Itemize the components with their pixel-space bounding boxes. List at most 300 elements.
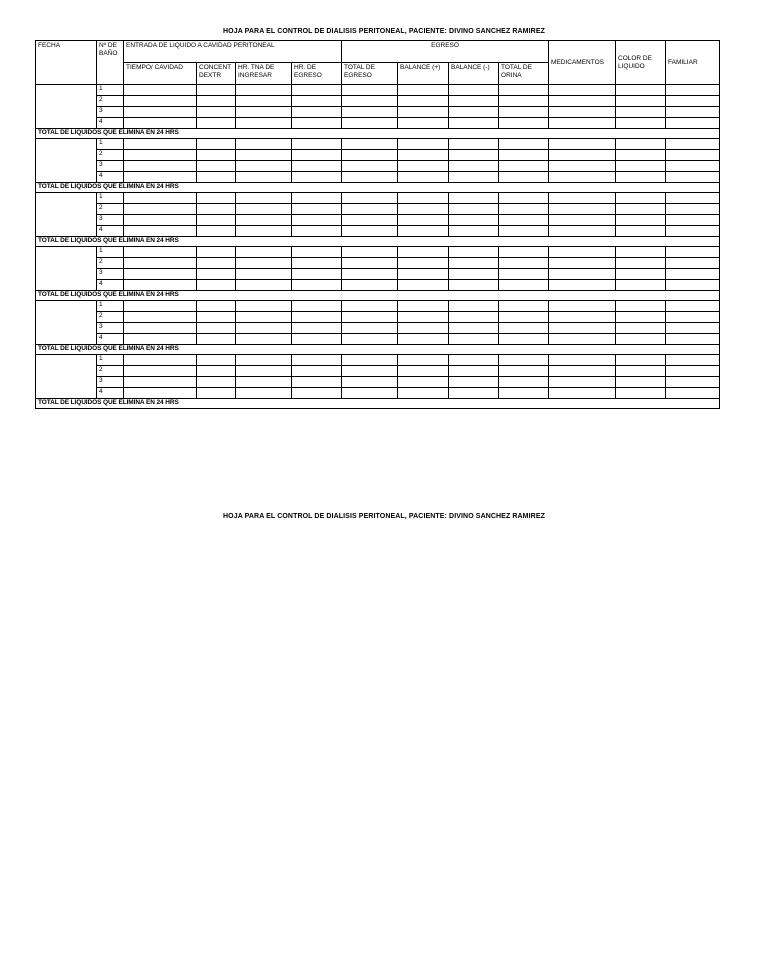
entry-cell[interactable] bbox=[236, 334, 292, 345]
entry-cell[interactable] bbox=[292, 150, 342, 161]
entry-cell[interactable] bbox=[499, 323, 549, 334]
entry-cell[interactable] bbox=[666, 377, 720, 388]
bath-number: 1 bbox=[97, 247, 124, 258]
entry-cell[interactable] bbox=[197, 312, 236, 323]
entry-cell[interactable] bbox=[499, 355, 549, 366]
entry-cell[interactable] bbox=[342, 355, 398, 366]
entry-cell[interactable] bbox=[449, 269, 499, 280]
entry-cell[interactable] bbox=[666, 204, 720, 215]
entry-cell[interactable] bbox=[292, 258, 342, 269]
entry-cell[interactable] bbox=[342, 226, 398, 237]
bath-number: 2 bbox=[97, 150, 124, 161]
entry-cell[interactable] bbox=[499, 247, 549, 258]
bath-number: 2 bbox=[97, 96, 124, 107]
bath-number: 4 bbox=[97, 226, 124, 237]
bath-number: 1 bbox=[97, 139, 124, 150]
entry-cell[interactable] bbox=[499, 150, 549, 161]
entry-cell[interactable] bbox=[292, 172, 342, 183]
entry-cell[interactable] bbox=[666, 139, 720, 150]
entry-cell[interactable] bbox=[236, 96, 292, 107]
entry-cell[interactable] bbox=[124, 280, 197, 291]
fecha-cell[interactable] bbox=[36, 247, 97, 291]
total-row bbox=[36, 129, 720, 139]
entry-cell[interactable] bbox=[342, 258, 398, 269]
entry-cell[interactable] bbox=[666, 258, 720, 269]
entry-cell[interactable] bbox=[616, 323, 666, 334]
entry-cell[interactable] bbox=[616, 355, 666, 366]
entry-cell[interactable] bbox=[197, 193, 236, 204]
entry-cell[interactable] bbox=[616, 258, 666, 269]
entry-cell[interactable] bbox=[124, 172, 197, 183]
entry-cell[interactable] bbox=[398, 366, 449, 377]
entry-cell[interactable] bbox=[549, 377, 616, 388]
entry-cell[interactable] bbox=[236, 366, 292, 377]
header-total-orina: TOTAL DE ORINA bbox=[499, 63, 549, 85]
entry-cell[interactable] bbox=[342, 150, 398, 161]
entry-cell[interactable] bbox=[398, 150, 449, 161]
entry-cell[interactable] bbox=[292, 280, 342, 291]
entry-cell[interactable] bbox=[449, 107, 499, 118]
entry-cell[interactable] bbox=[449, 301, 499, 312]
entry-cell[interactable] bbox=[499, 312, 549, 323]
entry-cell[interactable] bbox=[499, 85, 549, 96]
entry-cell[interactable] bbox=[197, 377, 236, 388]
entry-cell[interactable] bbox=[616, 85, 666, 96]
entry-cell[interactable] bbox=[549, 355, 616, 366]
entry-cell[interactable] bbox=[449, 193, 499, 204]
entry-cell[interactable] bbox=[124, 269, 197, 280]
entry-cell[interactable] bbox=[616, 377, 666, 388]
entry-cell[interactable] bbox=[292, 215, 342, 226]
entry-cell[interactable] bbox=[449, 150, 499, 161]
table-row bbox=[36, 280, 720, 291]
entry-cell[interactable] bbox=[449, 96, 499, 107]
entry-cell[interactable] bbox=[124, 193, 197, 204]
entry-cell[interactable] bbox=[236, 161, 292, 172]
entry-cell[interactable] bbox=[499, 377, 549, 388]
entry-cell[interactable] bbox=[616, 118, 666, 129]
entry-cell[interactable] bbox=[197, 269, 236, 280]
entry-cell[interactable] bbox=[398, 247, 449, 258]
entry-cell[interactable] bbox=[666, 172, 720, 183]
entry-cell[interactable] bbox=[236, 323, 292, 334]
fecha-cell[interactable] bbox=[36, 193, 97, 237]
entry-cell[interactable] bbox=[197, 139, 236, 150]
entry-cell[interactable] bbox=[398, 193, 449, 204]
entry-cell[interactable] bbox=[449, 377, 499, 388]
entry-cell[interactable] bbox=[549, 193, 616, 204]
entry-cell[interactable] bbox=[124, 204, 197, 215]
entry-cell[interactable] bbox=[666, 118, 720, 129]
entry-cell[interactable] bbox=[499, 258, 549, 269]
entry-cell[interactable] bbox=[342, 366, 398, 377]
entry-cell[interactable] bbox=[549, 334, 616, 345]
entry-cell[interactable] bbox=[342, 334, 398, 345]
entry-cell[interactable] bbox=[398, 280, 449, 291]
entry-cell[interactable] bbox=[236, 150, 292, 161]
entry-cell[interactable] bbox=[292, 301, 342, 312]
entry-cell[interactable] bbox=[197, 215, 236, 226]
entry-cell[interactable] bbox=[549, 107, 616, 118]
entry-cell[interactable] bbox=[499, 366, 549, 377]
entry-cell[interactable] bbox=[499, 193, 549, 204]
entry-cell[interactable] bbox=[292, 118, 342, 129]
entry-cell[interactable] bbox=[197, 355, 236, 366]
entry-cell[interactable] bbox=[616, 312, 666, 323]
entry-cell[interactable] bbox=[499, 301, 549, 312]
entry-cell[interactable] bbox=[124, 247, 197, 258]
entry-cell[interactable] bbox=[197, 85, 236, 96]
entry-cell[interactable] bbox=[342, 269, 398, 280]
entry-cell[interactable] bbox=[292, 204, 342, 215]
entry-cell[interactable] bbox=[197, 247, 236, 258]
entry-cell[interactable] bbox=[292, 107, 342, 118]
entry-cell[interactable] bbox=[124, 388, 197, 399]
entry-cell[interactable] bbox=[616, 388, 666, 399]
entry-cell[interactable] bbox=[398, 258, 449, 269]
entry-cell[interactable] bbox=[549, 118, 616, 129]
header-fecha: FECHA bbox=[36, 41, 97, 85]
entry-cell[interactable] bbox=[292, 85, 342, 96]
entry-cell[interactable] bbox=[236, 139, 292, 150]
entry-cell[interactable] bbox=[666, 301, 720, 312]
entry-cell[interactable] bbox=[499, 269, 549, 280]
entry-cell[interactable] bbox=[549, 85, 616, 96]
entry-cell[interactable] bbox=[124, 355, 197, 366]
entry-cell[interactable] bbox=[549, 161, 616, 172]
entry-cell[interactable] bbox=[197, 388, 236, 399]
entry-cell[interactable] bbox=[236, 172, 292, 183]
entry-cell[interactable] bbox=[342, 301, 398, 312]
entry-cell[interactable] bbox=[499, 161, 549, 172]
entry-cell[interactable] bbox=[398, 204, 449, 215]
entry-cell[interactable] bbox=[197, 323, 236, 334]
bath-number: 2 bbox=[97, 312, 124, 323]
entry-cell[interactable] bbox=[398, 226, 449, 237]
entry-cell[interactable] bbox=[549, 366, 616, 377]
entry-cell[interactable] bbox=[616, 139, 666, 150]
entry-cell[interactable] bbox=[197, 96, 236, 107]
entry-cell[interactable] bbox=[398, 388, 449, 399]
entry-cell[interactable] bbox=[292, 355, 342, 366]
entry-cell[interactable] bbox=[292, 312, 342, 323]
entry-cell[interactable] bbox=[666, 193, 720, 204]
entry-cell[interactable] bbox=[499, 139, 549, 150]
bath-number: 4 bbox=[97, 280, 124, 291]
entry-cell[interactable] bbox=[549, 204, 616, 215]
entry-cell[interactable] bbox=[124, 118, 197, 129]
bath-number: 1 bbox=[97, 193, 124, 204]
entry-cell[interactable] bbox=[124, 161, 197, 172]
entry-cell[interactable] bbox=[292, 96, 342, 107]
entry-cell[interactable] bbox=[549, 139, 616, 150]
entry-cell[interactable] bbox=[666, 247, 720, 258]
entry-cell[interactable] bbox=[197, 204, 236, 215]
entry-cell[interactable] bbox=[342, 172, 398, 183]
entry-cell[interactable] bbox=[342, 388, 398, 399]
entry-cell[interactable] bbox=[616, 193, 666, 204]
entry-cell[interactable] bbox=[292, 247, 342, 258]
entry-cell[interactable] bbox=[499, 107, 549, 118]
entry-cell[interactable] bbox=[449, 172, 499, 183]
entry-cell[interactable] bbox=[499, 226, 549, 237]
entry-cell[interactable] bbox=[449, 312, 499, 323]
entry-cell[interactable] bbox=[124, 226, 197, 237]
entry-cell[interactable] bbox=[197, 226, 236, 237]
entry-cell[interactable] bbox=[398, 85, 449, 96]
entry-cell[interactable] bbox=[549, 323, 616, 334]
entry-cell[interactable] bbox=[499, 204, 549, 215]
entry-cell[interactable] bbox=[398, 96, 449, 107]
entry-cell[interactable] bbox=[666, 161, 720, 172]
header-entrada: ENTRADA DE LIQUIDO A CAVIDAD PERITONEAL bbox=[124, 41, 342, 63]
header-concent: CONCENT DEXTR bbox=[197, 63, 236, 85]
entry-cell[interactable] bbox=[549, 301, 616, 312]
entry-cell[interactable] bbox=[449, 215, 499, 226]
entry-cell[interactable] bbox=[342, 107, 398, 118]
entry-cell[interactable] bbox=[236, 388, 292, 399]
entry-cell[interactable] bbox=[197, 334, 236, 345]
entry-cell[interactable] bbox=[292, 323, 342, 334]
entry-cell[interactable] bbox=[449, 118, 499, 129]
entry-cell[interactable] bbox=[342, 85, 398, 96]
entry-cell[interactable] bbox=[197, 366, 236, 377]
entry-cell[interactable] bbox=[197, 301, 236, 312]
entry-cell[interactable] bbox=[124, 377, 197, 388]
entry-cell[interactable] bbox=[666, 280, 720, 291]
entry-cell[interactable] bbox=[292, 388, 342, 399]
entry-cell[interactable] bbox=[449, 280, 499, 291]
entry-cell[interactable] bbox=[449, 226, 499, 237]
table-row bbox=[36, 85, 720, 96]
entry-cell[interactable] bbox=[124, 258, 197, 269]
entry-cell[interactable] bbox=[666, 150, 720, 161]
entry-cell[interactable] bbox=[499, 215, 549, 226]
entry-cell[interactable] bbox=[449, 258, 499, 269]
entry-cell[interactable] bbox=[342, 193, 398, 204]
entry-cell[interactable] bbox=[499, 388, 549, 399]
entry-cell[interactable] bbox=[449, 85, 499, 96]
bath-number: 4 bbox=[97, 388, 124, 399]
table-row bbox=[36, 215, 720, 226]
entry-cell[interactable] bbox=[616, 226, 666, 237]
entry-cell[interactable] bbox=[549, 269, 616, 280]
entry-cell[interactable] bbox=[449, 388, 499, 399]
entry-cell[interactable] bbox=[342, 377, 398, 388]
entry-cell[interactable] bbox=[292, 193, 342, 204]
entry-cell[interactable] bbox=[398, 118, 449, 129]
entry-cell[interactable] bbox=[236, 85, 292, 96]
entry-cell[interactable] bbox=[616, 107, 666, 118]
entry-cell[interactable] bbox=[342, 323, 398, 334]
entry-cell[interactable] bbox=[292, 366, 342, 377]
entry-cell[interactable] bbox=[236, 118, 292, 129]
entry-cell[interactable] bbox=[292, 334, 342, 345]
entry-cell[interactable] bbox=[236, 258, 292, 269]
entry-cell[interactable] bbox=[398, 161, 449, 172]
entry-cell[interactable] bbox=[124, 323, 197, 334]
entry-cell[interactable] bbox=[124, 301, 197, 312]
entry-cell[interactable] bbox=[449, 139, 499, 150]
entry-cell[interactable] bbox=[398, 377, 449, 388]
entry-cell[interactable] bbox=[549, 258, 616, 269]
entry-cell[interactable] bbox=[398, 107, 449, 118]
entry-cell[interactable] bbox=[666, 366, 720, 377]
entry-cell[interactable] bbox=[398, 323, 449, 334]
entry-cell[interactable] bbox=[616, 150, 666, 161]
entry-cell[interactable] bbox=[292, 226, 342, 237]
entry-cell[interactable] bbox=[499, 118, 549, 129]
table-row bbox=[36, 118, 720, 129]
entry-cell[interactable] bbox=[549, 280, 616, 291]
entry-cell[interactable] bbox=[616, 161, 666, 172]
entry-cell[interactable] bbox=[666, 312, 720, 323]
entry-cell[interactable] bbox=[549, 215, 616, 226]
entry-cell[interactable] bbox=[666, 388, 720, 399]
entry-cell[interactable] bbox=[449, 323, 499, 334]
entry-cell[interactable] bbox=[124, 312, 197, 323]
entry-cell[interactable] bbox=[616, 204, 666, 215]
entry-cell[interactable] bbox=[342, 312, 398, 323]
table-row bbox=[36, 366, 720, 377]
entry-cell[interactable] bbox=[549, 150, 616, 161]
entry-cell[interactable] bbox=[236, 301, 292, 312]
entry-cell[interactable] bbox=[666, 85, 720, 96]
entry-cell[interactable] bbox=[197, 172, 236, 183]
entry-cell[interactable] bbox=[124, 85, 197, 96]
entry-cell[interactable] bbox=[197, 150, 236, 161]
entry-cell[interactable] bbox=[666, 96, 720, 107]
entry-cell[interactable] bbox=[342, 215, 398, 226]
entry-cell[interactable] bbox=[342, 139, 398, 150]
entry-cell[interactable] bbox=[499, 96, 549, 107]
entry-cell[interactable] bbox=[449, 204, 499, 215]
entry-cell[interactable] bbox=[292, 161, 342, 172]
total-label: TOTAL DE LIQUIDOS QUE ELIMINA EN 24 HRS bbox=[36, 345, 720, 355]
entry-cell[interactable] bbox=[124, 215, 197, 226]
entry-cell[interactable] bbox=[124, 107, 197, 118]
header-egreso: EGRESO bbox=[342, 41, 549, 63]
entry-cell[interactable] bbox=[499, 172, 549, 183]
entry-cell[interactable] bbox=[197, 258, 236, 269]
entry-cell[interactable] bbox=[124, 139, 197, 150]
entry-cell[interactable] bbox=[398, 301, 449, 312]
entry-cell[interactable] bbox=[616, 366, 666, 377]
entry-cell[interactable] bbox=[124, 150, 197, 161]
entry-cell[interactable] bbox=[666, 269, 720, 280]
table-body bbox=[36, 85, 720, 409]
fecha-cell[interactable] bbox=[36, 355, 97, 399]
entry-cell[interactable] bbox=[236, 312, 292, 323]
entry-cell[interactable] bbox=[342, 96, 398, 107]
entry-cell[interactable] bbox=[236, 193, 292, 204]
entry-cell[interactable] bbox=[236, 355, 292, 366]
entry-cell[interactable] bbox=[197, 280, 236, 291]
entry-cell[interactable] bbox=[292, 139, 342, 150]
entry-cell[interactable] bbox=[449, 366, 499, 377]
entry-cell[interactable] bbox=[236, 204, 292, 215]
entry-cell[interactable] bbox=[666, 334, 720, 345]
entry-cell[interactable] bbox=[449, 161, 499, 172]
entry-cell[interactable] bbox=[499, 334, 549, 345]
entry-cell[interactable] bbox=[666, 107, 720, 118]
bath-number: 1 bbox=[97, 85, 124, 96]
table-row bbox=[36, 323, 720, 334]
entry-cell[interactable] bbox=[549, 226, 616, 237]
entry-cell[interactable] bbox=[236, 247, 292, 258]
entry-cell[interactable] bbox=[449, 247, 499, 258]
entry-cell[interactable] bbox=[342, 247, 398, 258]
entry-cell[interactable] bbox=[236, 280, 292, 291]
entry-cell[interactable] bbox=[292, 377, 342, 388]
entry-cell[interactable] bbox=[236, 107, 292, 118]
entry-cell[interactable] bbox=[616, 247, 666, 258]
entry-cell[interactable] bbox=[549, 172, 616, 183]
entry-cell[interactable] bbox=[236, 269, 292, 280]
entry-cell[interactable] bbox=[292, 269, 342, 280]
entry-cell[interactable] bbox=[236, 226, 292, 237]
entry-cell[interactable] bbox=[398, 334, 449, 345]
entry-cell[interactable] bbox=[398, 172, 449, 183]
entry-cell[interactable] bbox=[342, 161, 398, 172]
entry-cell[interactable] bbox=[398, 312, 449, 323]
header-balance-neg: BALANCE (-) bbox=[449, 63, 499, 85]
entry-cell[interactable] bbox=[666, 215, 720, 226]
entry-cell[interactable] bbox=[197, 161, 236, 172]
bath-number: 3 bbox=[97, 107, 124, 118]
bath-number: 3 bbox=[97, 269, 124, 280]
entry-cell[interactable] bbox=[549, 312, 616, 323]
entry-cell[interactable] bbox=[449, 355, 499, 366]
fecha-cell[interactable] bbox=[36, 139, 97, 183]
entry-cell[interactable] bbox=[666, 355, 720, 366]
entry-cell[interactable] bbox=[197, 107, 236, 118]
entry-cell[interactable] bbox=[616, 96, 666, 107]
entry-cell[interactable] bbox=[398, 139, 449, 150]
entry-cell[interactable] bbox=[398, 215, 449, 226]
header-familiar: FAMILIAR bbox=[666, 41, 720, 85]
entry-cell[interactable] bbox=[499, 280, 549, 291]
fecha-cell[interactable] bbox=[36, 301, 97, 345]
entry-cell[interactable] bbox=[124, 96, 197, 107]
table-row bbox=[36, 161, 720, 172]
entry-cell[interactable] bbox=[236, 377, 292, 388]
fecha-cell[interactable] bbox=[36, 85, 97, 129]
total-row bbox=[36, 345, 720, 355]
entry-cell[interactable] bbox=[666, 323, 720, 334]
entry-cell[interactable] bbox=[398, 269, 449, 280]
entry-cell[interactable] bbox=[616, 269, 666, 280]
entry-cell[interactable] bbox=[342, 280, 398, 291]
entry-cell[interactable] bbox=[616, 215, 666, 226]
entry-cell[interactable] bbox=[549, 96, 616, 107]
entry-cell[interactable] bbox=[616, 334, 666, 345]
entry-cell[interactable] bbox=[549, 388, 616, 399]
entry-cell[interactable] bbox=[236, 215, 292, 226]
entry-cell[interactable] bbox=[549, 247, 616, 258]
entry-cell[interactable] bbox=[449, 334, 499, 345]
entry-cell[interactable] bbox=[342, 118, 398, 129]
entry-cell[interactable] bbox=[342, 204, 398, 215]
entry-cell[interactable] bbox=[616, 301, 666, 312]
entry-cell[interactable] bbox=[124, 334, 197, 345]
entry-cell[interactable] bbox=[616, 280, 666, 291]
entry-cell[interactable] bbox=[616, 172, 666, 183]
entry-cell[interactable] bbox=[666, 226, 720, 237]
entry-cell[interactable] bbox=[398, 355, 449, 366]
entry-cell[interactable] bbox=[124, 366, 197, 377]
entry-cell[interactable] bbox=[197, 118, 236, 129]
